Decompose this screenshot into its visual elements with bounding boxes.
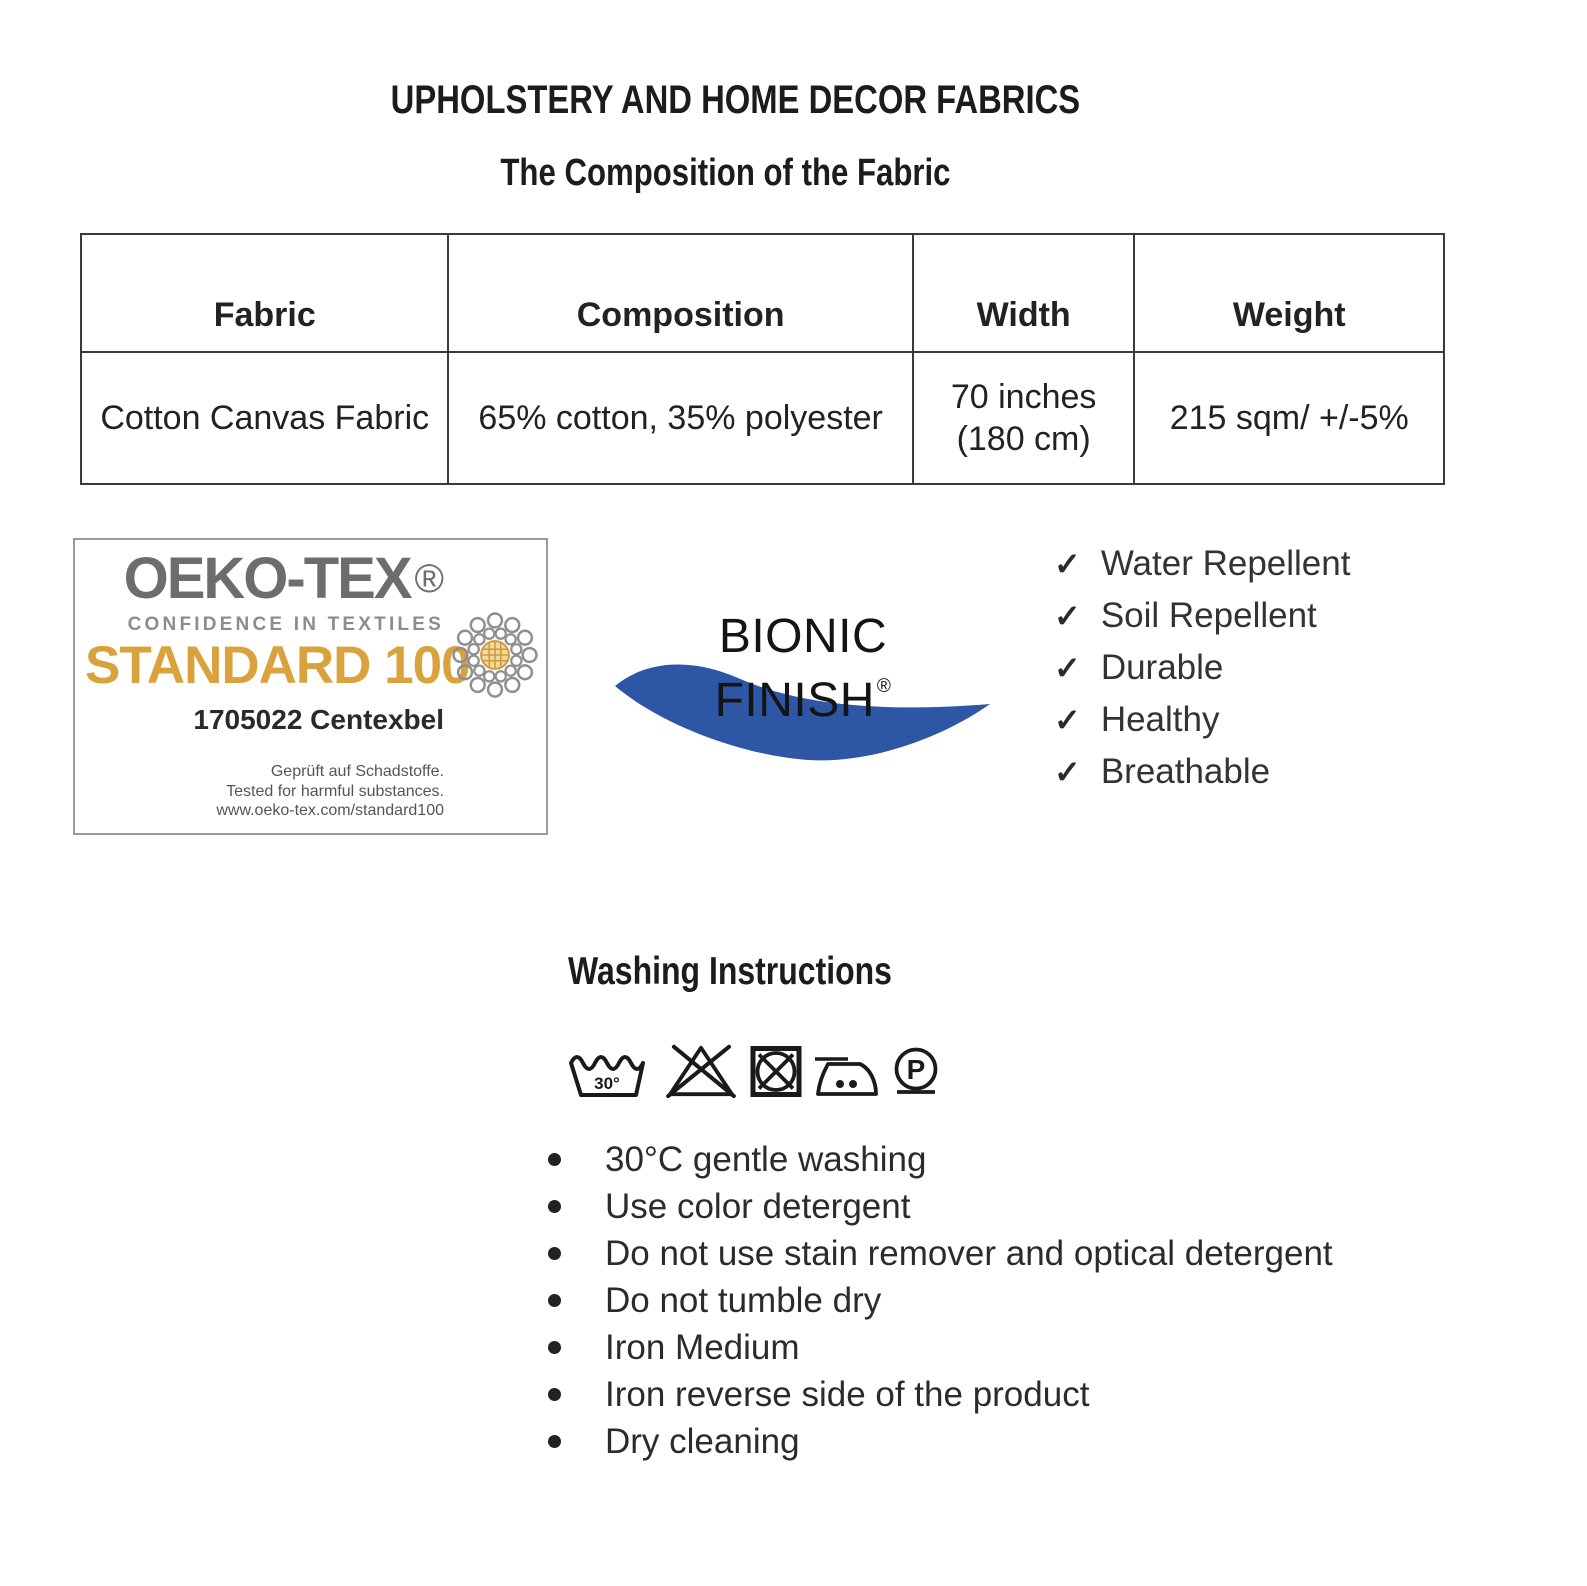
checkmark-icon: ✓ [1054,754,1081,790]
registered-mark: ® [876,676,892,697]
bionic-line2-row [612,662,994,726]
header-weight: Weight [1134,234,1444,352]
registered-mark: ® [414,557,444,601]
washing-bullet: Do not use stain remover and optical detergent [546,1230,1526,1277]
page-title: UPHOLSTERY AND HOME DECOR FABRICS [390,78,1080,122]
feature-item [1054,700,1350,752]
care-symbols-row [566,1040,940,1098]
oeko-text-block [85,546,470,821]
washing-bullet: Use color detergent [546,1183,1526,1230]
oeko-brand-text: OEKO-TEX [123,546,411,611]
checkmark-icon: ✓ [1054,650,1081,686]
checkmark-icon: ✓ [1054,702,1081,738]
feature-label: Water Repellent [1100,544,1351,583]
page-subtitle: The Composition of the Fabric [499,152,951,194]
header-composition: Composition [448,234,912,352]
oeko-url: www.oeko-tex.com/standard100 [216,802,444,819]
cell-fabric: Cotton Canvas Fabric [81,352,448,484]
oeko-flower-icon [447,610,543,700]
feature-item [1054,752,1350,804]
do-not-tumble-dry-icon [750,1045,802,1098]
washing-bullet: Dry cleaning [546,1418,1526,1465]
feature-item [1054,544,1350,596]
bionic-wordmark [612,612,994,726]
washing-heading-text: Washing Instructions [568,950,892,993]
oeko-tagline: CONFIDENCE IN TEXTILES [127,614,444,635]
oeko-tex-label [73,538,548,835]
washing-bullet: Iron reverse side of the product [546,1371,1526,1418]
iron-medium-icon [815,1052,879,1098]
table-header-row [81,234,1444,352]
washing-bullet: 30°C gentle washing [546,1136,1526,1183]
do-not-bleach-icon [665,1042,737,1098]
bionic-line1: BIONIC [718,610,888,663]
oeko-notes [85,762,444,821]
oeko-certificate-number: 1705022 Centexbel [193,704,444,735]
header-width: Width [913,234,1135,352]
feature-label: Healthy [1100,700,1220,739]
feature-label: Breathable [1100,752,1271,791]
oeko-brand [85,546,444,611]
washing-bullet: Do not tumble dry [546,1277,1526,1324]
feature-item [1054,648,1350,700]
feature-list [1054,544,1350,804]
oeko-note-german: Geprüft auf Schadstoffe. [270,763,444,780]
page-subtitle-row [0,152,1450,195]
header-fabric: Fabric [81,234,448,352]
svg-text:30°: 30° [594,1074,620,1093]
oeko-standard: STANDARD 100 [85,636,470,695]
washing-bullet: Iron Medium [546,1324,1526,1371]
wash-30-icon [566,1050,652,1098]
checkmark-icon: ✓ [1054,598,1081,634]
feature-item [1054,596,1350,648]
washing-bullet-list [546,1136,1526,1465]
checkmark-icon: ✓ [1054,546,1081,582]
washing-instructions-heading [568,950,963,994]
bionic-finish-logo [612,608,994,773]
feature-label: Soil Repellent [1100,596,1317,635]
cell-weight: 215 sqm/ +/-5% [1134,352,1444,484]
cell-composition: 65% cotton, 35% polyester [448,352,912,484]
oeko-note-english: Tested for harmful substances. [226,782,444,800]
svg-text:P: P [906,1054,926,1085]
bionic-line2: FINISH [714,674,875,727]
feature-label: Durable [1100,648,1224,687]
table-row [81,352,1444,484]
dry-clean-icon [892,1046,940,1098]
page-title-row [0,78,1470,123]
fabric-spec-table [80,233,1445,485]
cell-width: 70 inches (180 cm) [913,352,1135,484]
